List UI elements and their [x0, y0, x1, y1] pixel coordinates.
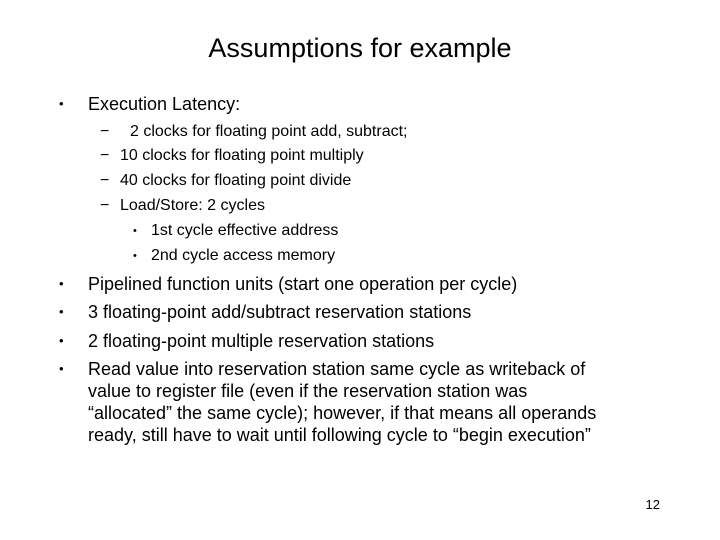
bullet-multiple-stations: 2 floating-point multiple reservation stations	[88, 331, 435, 351]
slide-title: Assumptions for example	[208, 33, 512, 63]
dash-marker: −	[100, 147, 110, 164]
bullet-marker: •	[59, 361, 64, 376]
load-store-subitem-2: 2nd cycle access memory	[151, 247, 336, 264]
bullet-read-value-line-3: “allocated” the same cycle); however, if that means all operands	[88, 403, 597, 423]
dash-marker: −	[100, 123, 110, 140]
bullet-read-value-line-2: value to register file (even if the reservation station was	[88, 381, 528, 401]
dash-marker: −	[100, 197, 110, 214]
latency-item-add: 2 clocks for floating point add, subtract;	[130, 123, 408, 140]
bullet-marker: •	[59, 276, 64, 291]
bullet-add-subtract-stations: 3 floating-point add/subtract reservation stations	[88, 302, 472, 322]
load-store-subitem-1: 1st cycle effective address	[151, 222, 339, 239]
sub-bullet-marker: •	[133, 225, 137, 237]
bullet-marker: •	[59, 96, 64, 111]
dash-marker: −	[100, 172, 110, 189]
execution-latency-label: Execution Latency:	[88, 94, 241, 114]
bullet-read-value-line-4: ready, still have to wait until following cycle to “begin execution”	[88, 425, 591, 445]
bullet-marker: •	[59, 333, 64, 348]
latency-item-load-store: Load/Store: 2 cycles	[120, 197, 265, 214]
bullet-pipelined: Pipelined function units (start one operation per cycle)	[88, 274, 518, 294]
latency-item-divide: 40 clocks for floating point divide	[120, 172, 352, 189]
bullet-marker: •	[59, 304, 64, 319]
bullet-read-value-line-1: Read value into reservation station same cycle as writeback of	[88, 359, 586, 379]
sub-bullet-marker: •	[133, 250, 137, 262]
page-number: 12	[645, 497, 660, 512]
latency-item-multiply: 10 clocks for floating point multiply	[120, 147, 364, 164]
